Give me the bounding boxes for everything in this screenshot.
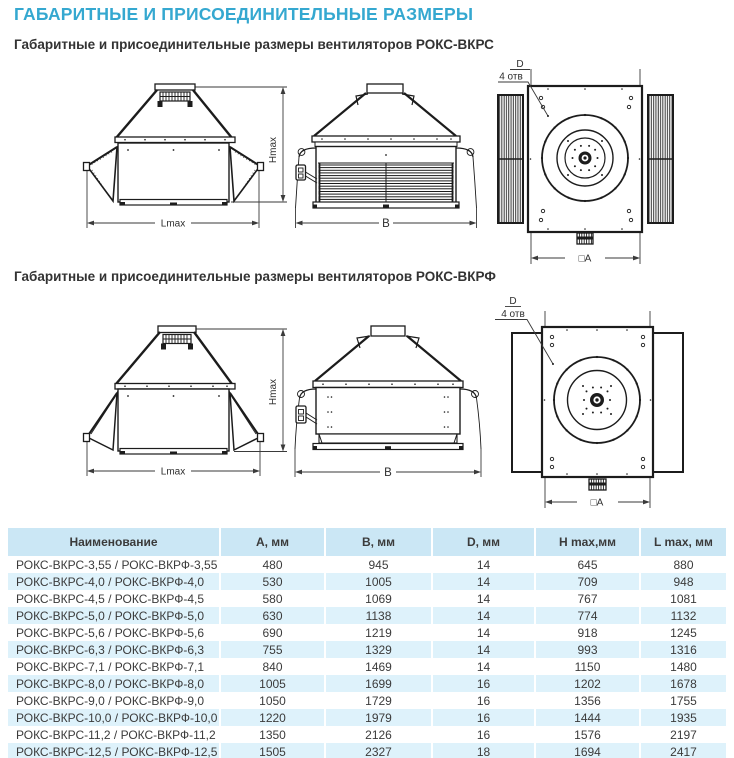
- table-row: [8, 641, 726, 658]
- dimension-value-cell: 1069: [325, 590, 432, 607]
- dimension-value-cell: 2417: [640, 743, 726, 758]
- dimension-value-cell: 630: [220, 607, 325, 624]
- drawing-side-view-vkrs: [288, 58, 488, 264]
- drawing-side-view-vkrf: [288, 296, 488, 522]
- model-name-cell: РОКС-ВКРС-12,5 / РОКС-ВКРФ-12,5: [16, 744, 218, 758]
- dimension-value-cell: 14: [432, 624, 535, 641]
- dimension-value-cell: 1935: [640, 709, 726, 726]
- dimension-value-cell: 1138: [325, 607, 432, 624]
- dimension-value-cell: 1576: [535, 726, 640, 743]
- header-b-mm: В, мм: [325, 528, 432, 556]
- model-name-cell: РОКС-ВКРС-3,55 / РОКС-ВКРФ-3,55: [16, 557, 218, 572]
- dimension-value-cell: 18: [432, 743, 535, 758]
- model-name-cell: РОКС-ВКРС-5,6 / РОКС-ВКРФ-5,6: [16, 625, 205, 640]
- dimension-value-cell: 1245: [640, 624, 726, 641]
- dimension-value-cell: 1202: [535, 675, 640, 692]
- dim-label-b: B: [384, 466, 392, 479]
- section-heading-vkrs: Габаритные и присоединительные размеры вентиляторов РОКС-ВКРС: [14, 37, 494, 52]
- dimension-value-cell: 1729: [325, 692, 432, 709]
- dimension-value-cell: 1005: [325, 573, 432, 590]
- dimension-value-cell: 1005: [220, 675, 325, 692]
- dimension-value-cell: 1505: [220, 743, 325, 758]
- table-row: [8, 556, 726, 573]
- model-name-cell: РОКС-ВКРС-9,0 / РОКС-ВКРФ-9,0: [16, 693, 205, 708]
- dimension-value-cell: 1699: [325, 675, 432, 692]
- dimension-value-cell: 840: [220, 658, 325, 675]
- dim-label-hmax: Hmax: [268, 378, 279, 406]
- model-name-cell: РОКС-ВКРС-5,0 / РОКС-ВКРФ-5,0: [16, 608, 205, 623]
- drawing-front-view-vkrs: [10, 58, 300, 264]
- dimension-value-cell: 1150: [535, 658, 640, 675]
- table-row: [8, 624, 726, 641]
- dimension-value-cell: 480: [220, 556, 325, 573]
- page-title: ГАБАРИТНЫЕ И ПРИСОЕДИНИТЕЛЬНЫЕ РАЗМЕРЫ: [14, 4, 474, 24]
- dimension-value-cell: 2197: [640, 726, 726, 743]
- dimension-value-cell: 1219: [325, 624, 432, 641]
- dimension-value-cell: 1469: [325, 658, 432, 675]
- drawing-front-view-vkrf: [10, 296, 300, 522]
- dimension-value-cell: 14: [432, 641, 535, 658]
- table-header-row: [8, 528, 726, 556]
- dimension-value-cell: 1694: [535, 743, 640, 758]
- dim-label-b: B: [382, 217, 390, 230]
- header-a-mm: А, мм: [220, 528, 325, 556]
- dimension-value-cell: 1979: [325, 709, 432, 726]
- table-row: [8, 709, 726, 726]
- dimension-value-cell: 1316: [640, 641, 726, 658]
- dimension-value-cell: 14: [432, 556, 535, 573]
- dimension-value-cell: 1755: [640, 692, 726, 709]
- dimension-value-cell: 2327: [325, 743, 432, 758]
- dimension-value-cell: 774: [535, 607, 640, 624]
- dim-label-hmax: Hmax: [268, 136, 279, 164]
- model-name-cell: РОКС-ВКРС-11,2 / РОКС-ВКРФ-11,2: [16, 727, 216, 742]
- header-lmax-mm: L max, мм: [640, 528, 726, 556]
- dimension-value-cell: 16: [432, 726, 535, 743]
- table-row: [8, 573, 726, 590]
- table-row: [8, 675, 726, 692]
- dimension-value-cell: 1480: [640, 658, 726, 675]
- dimension-value-cell: 948: [640, 573, 726, 590]
- dimension-value-cell: 1678: [640, 675, 726, 692]
- dimension-value-cell: 16: [432, 692, 535, 709]
- table-row: [8, 692, 726, 709]
- table-row: [8, 743, 726, 758]
- drawing-top-view-vkrf: [480, 294, 734, 516]
- dimension-value-cell: 16: [432, 675, 535, 692]
- dim-label-lmax: Lmax: [160, 218, 186, 230]
- dimension-value-cell: 14: [432, 607, 535, 624]
- model-name-cell: РОКС-ВКРС-8,0 / РОКС-ВКРФ-8,0: [16, 676, 205, 691]
- dimension-value-cell: 767: [535, 590, 640, 607]
- dimension-value-cell: 1081: [640, 590, 726, 607]
- holes-count-label: 4 отв: [499, 71, 523, 83]
- dimension-value-cell: 14: [432, 590, 535, 607]
- dimension-value-cell: 690: [220, 624, 325, 641]
- table-row: [8, 607, 726, 624]
- dimension-value-cell: 1132: [640, 607, 726, 624]
- table-row: [8, 658, 726, 675]
- holes-count-label: 4 отв: [501, 309, 525, 320]
- dim-label-lmax: Lmax: [160, 466, 186, 478]
- dimension-value-cell: 993: [535, 641, 640, 658]
- dimension-value-cell: 1350: [220, 726, 325, 743]
- size-table-body: [8, 556, 726, 758]
- model-name-cell: РОКС-ВКРС-6,3 / РОКС-ВКРФ-6,3: [16, 642, 205, 657]
- dimension-value-cell: 1356: [535, 692, 640, 709]
- dim-label-square-a: □A: [578, 253, 592, 265]
- dimension-value-cell: 14: [432, 658, 535, 675]
- dimension-value-cell: 16: [432, 709, 535, 726]
- dim-label-square-a: □A: [590, 497, 604, 509]
- dimension-value-cell: 918: [535, 624, 640, 641]
- dimension-value-cell: 945: [325, 556, 432, 573]
- dimension-value-cell: 2126: [325, 726, 432, 743]
- header-name: Наименование: [8, 528, 220, 556]
- table-row: [8, 726, 726, 743]
- dimension-value-cell: 14: [432, 573, 535, 590]
- model-name-cell: РОКС-ВКРС-7,1 / РОКС-ВКРФ-7,1: [16, 659, 205, 674]
- header-hmax-mm: Н max,мм: [535, 528, 640, 556]
- drawing-top-view-vkrs: [480, 56, 734, 268]
- dimension-value-cell: 755: [220, 641, 325, 658]
- dimension-value-cell: 1050: [220, 692, 325, 709]
- dimension-value-cell: 645: [535, 556, 640, 573]
- dimensions-table: [8, 528, 726, 758]
- hole-diameter-label: D: [516, 59, 524, 70]
- section-heading-vkrf: Габаритные и присоединительные размеры вентиляторов РОКС-ВКРФ: [14, 269, 496, 284]
- dimension-value-cell: 530: [220, 573, 325, 590]
- dimension-value-cell: 709: [535, 573, 640, 590]
- dimension-value-cell: 880: [640, 556, 726, 573]
- hole-diameter-label: D: [509, 296, 517, 307]
- table-row: [8, 590, 726, 607]
- dimension-value-cell: 1220: [220, 709, 325, 726]
- model-name-cell: РОКС-ВКРС-4,5 / РОКС-ВКРФ-4,5: [16, 591, 205, 606]
- dimension-value-cell: 580: [220, 590, 325, 607]
- dimension-value-cell: 1329: [325, 641, 432, 658]
- model-name-cell: РОКС-ВКРС-10,0 / РОКС-ВКРФ-10,0: [16, 710, 218, 725]
- header-d-mm: D, мм: [432, 528, 535, 556]
- dimension-value-cell: 1444: [535, 709, 640, 726]
- model-name-cell: РОКС-ВКРС-4,0 / РОКС-ВКРФ-4,0: [16, 574, 205, 589]
